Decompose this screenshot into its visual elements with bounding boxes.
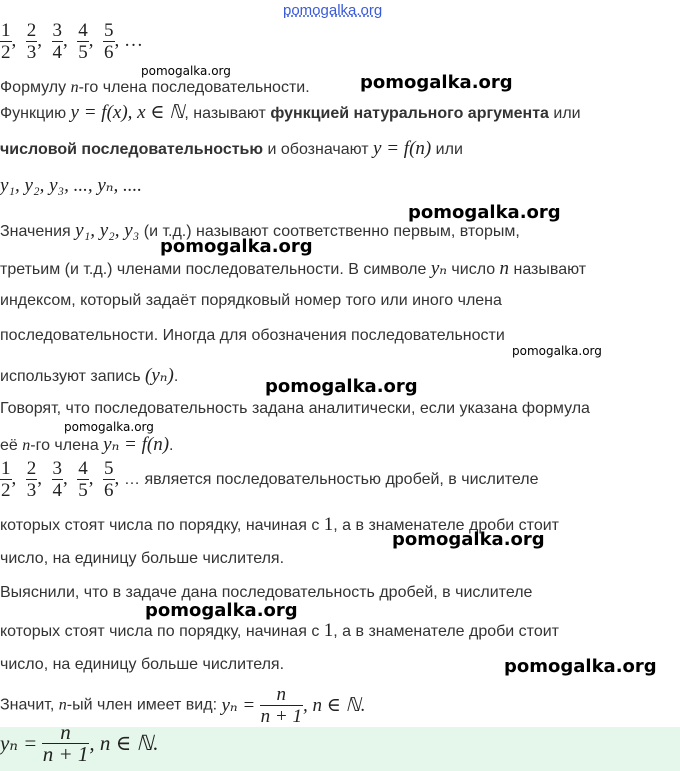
watermark: pomogalka.org [512, 344, 602, 358]
watermark: pomogalka.org [392, 529, 545, 550]
fraction: $\frac{5}{6}$ [104, 20, 114, 63]
fraction: $\frac{5}{6}$ [104, 458, 114, 501]
paragraph-explain-1: которых стоят числа по порядку, начиная с 1, а в знаменателе дроби стоит [0, 514, 559, 535]
paragraph-sequence: числовой последовательностью и обозначают y = f(n) или [0, 138, 463, 159]
sequence-notation: y₁, y₂, y₃, ..., yₙ, .... [0, 175, 142, 196]
answer-fraction: $\frac{n}{n + 1}$ [42, 720, 89, 766]
fraction: $\frac{4}{5}$ [78, 20, 88, 63]
paragraph-index: индексом, который задаёт порядковый номер того или иного члена [0, 292, 502, 309]
paragraph-values: Значения y₁, y₂, y₃ (и т.д.) называют соответственно первым, вторым, [0, 220, 520, 241]
watermark: pomogalka.org [408, 202, 561, 223]
paragraph-notation: последовательности. Иногда для обозначения последовательности [0, 327, 505, 344]
watermark: pomogalka.org [265, 376, 418, 397]
watermark-link-top[interactable]: pomogalka.org [283, 2, 383, 19]
paragraph-explain-2: число, на единицу больше числителя. [0, 550, 285, 567]
paragraph-record: используют запись (yₙ). [0, 365, 179, 386]
fraction: $\frac{1}{2}$ [1, 20, 11, 63]
watermark: pomogalka.org [145, 600, 298, 621]
answer-formula: yₙ = $\frac{n}{n + 1}$ , n ∈ ℕ. [0, 720, 159, 766]
fraction: $\frac{2}{3}$ [26, 458, 37, 501]
paragraph-found-3: число, на единицу больше числителя. [0, 656, 285, 673]
watermark: pomogalka.org [64, 420, 154, 434]
fraction: $\frac{2}{3}$ [26, 20, 37, 63]
paragraph-members: третьим (и т.д.) членами последовательности. В символе yₙ число n называют [0, 258, 587, 279]
fraction: $\frac{4}{5}$ [78, 458, 88, 501]
paragraph-nth-member: её n-го члена yₙ = f(n). [0, 434, 174, 455]
watermark: pomogalka.org [160, 236, 313, 257]
fraction: $\frac{1}{2}$ [1, 458, 11, 501]
watermark: pomogalka.org [360, 72, 513, 93]
fraction-sequence-1: $\frac{1}{2}$ , $\frac{2}{3}$ , $\frac{3}{4}$ , $\frac{4}{5}$ , $\frac{5}{6}$ , … [1, 20, 143, 63]
fraction-sequence-2: $\frac{1}{2}$ , $\frac{2}{3}$ , $\frac{3}{4}$ , $\frac{4}{5}$ , $\frac{5}{6}$ , … является последовательностью дробей, в числителе [1, 458, 539, 501]
formula-fraction: $\frac{n}{n + 1}$ [260, 684, 302, 727]
fraction: $\frac{3}{4}$ [52, 20, 62, 63]
paragraph-function: Функцию y = f(x), x ∈ ℕ, называют функцией натурального аргумента или [0, 102, 581, 123]
fraction: $\frac{3}{4}$ [52, 458, 62, 501]
paragraph-conclusion: Значит, n-ый член имеет вид: yₙ = $\frac{n}{n + 1}$ , n ∈ ℕ. [0, 684, 366, 727]
watermark: pomogalka.org [141, 64, 231, 78]
paragraph-formula: Формулу n-го члена последовательности. [0, 79, 310, 96]
paragraph-found: Выяснили, что в задаче дана последовательность дробей, в числителе [0, 584, 533, 601]
paragraph-analytic: Говорят, что последовательность задана аналитически, если указана формула [0, 400, 590, 417]
paragraph-found-2: которых стоят числа по порядку, начиная с 1, а в знаменателе дроби стоит [0, 620, 559, 641]
watermark: pomogalka.org [504, 656, 657, 677]
